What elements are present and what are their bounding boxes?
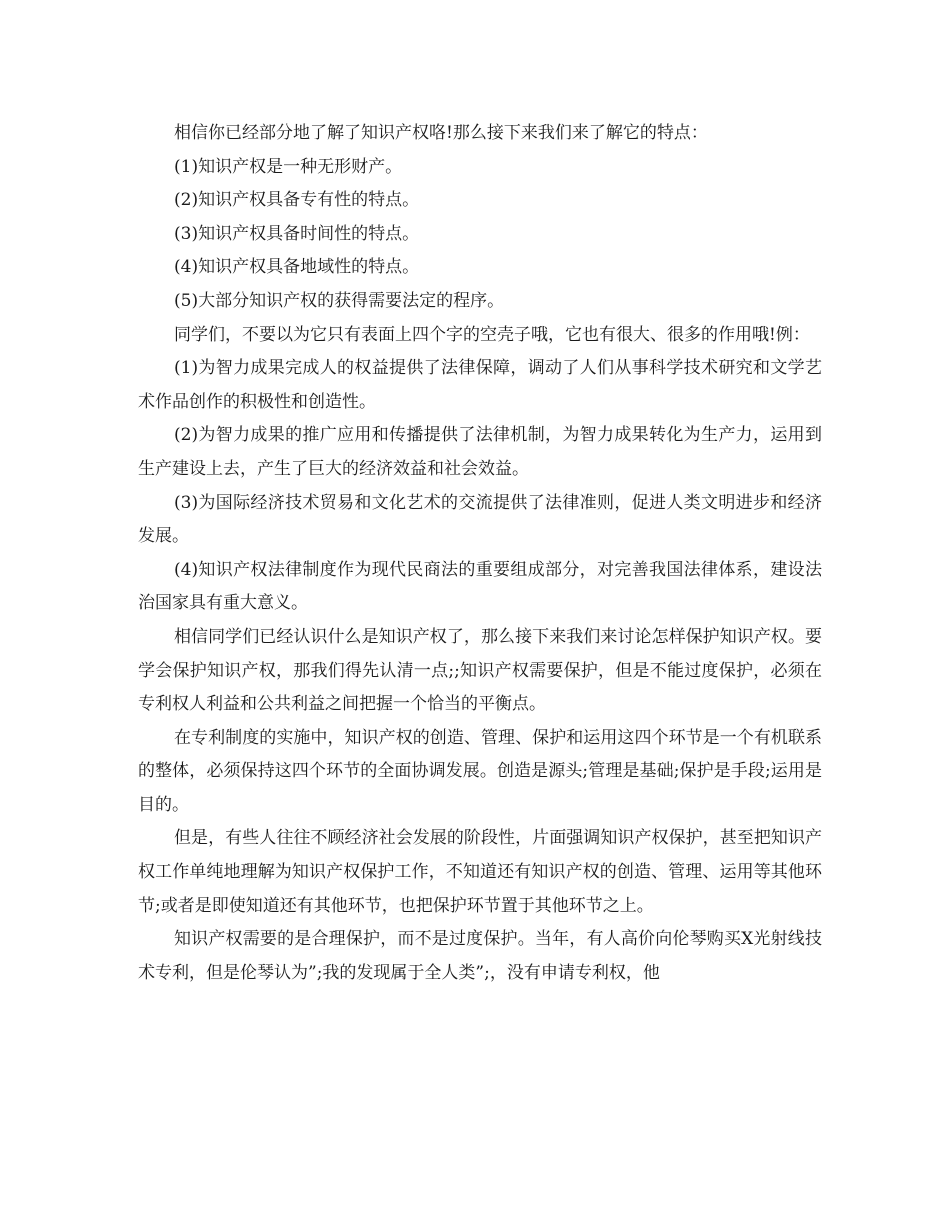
list-item-feature-2: (2)知识产权具备专有性的特点。: [174, 190, 420, 211]
paragraph-protection: 相信同学们已经认识什么是知识产权了，那么接下来我们来讨论怎样保护知识产权。要学会保护知识产权，那我们得先认清一点;;知识产权需要保护，但是不能过度保护，必须在专利权人利益和公共利益之间把握一个恰当的平衡点。: [138, 626, 822, 715]
list-item-feature-4: (4)知识产权具备地域性的特点。: [174, 257, 420, 278]
list-item-function-2: (2)为智力成果的推广应用和传播提供了法律机制，为智力成果转化为生产力，运用到生产建设上去，产生了巨大的经济效益和社会效益。: [138, 425, 822, 479]
paragraph-reasonable-protection: 知识产权需要的是合理保护，而不是过度保护。当年，有人高价向伦琴购买X光射线技术专利，但是伦琴认为”;我的发现属于全人类”;，没有申请专利权，他: [138, 929, 822, 983]
list-item-function-1: (1)为智力成果完成人的权益提供了法律保障，调动了人们从事科学技术研究和文学艺术作品创作的积极性和创造性。: [138, 358, 822, 412]
list-item-feature-3: (3)知识产权具备时间性的特点。: [174, 223, 420, 244]
document-body: [138, 117, 822, 990]
paragraph-functions-intro: 同学们，不要以为它只有表面上四个字的空壳子哦，它也有很大、很多的作用哦!例：: [174, 324, 810, 345]
list-item-function-3: (3)为国际经济技术贸易和文化艺术的交流提供了法律准则，促进人类文明进步和经济发展。: [138, 492, 822, 547]
list-item-function-4: (4)知识产权法律制度作为现代民商法的重要组成部分，对完善我国法律体系，建设法治国家具有重大意义。: [138, 559, 822, 614]
list-item-feature-1: (1)知识产权是一种无形财产。: [174, 156, 403, 177]
paragraph-patent-system: 在专利制度的实施中，知识产权的创造、管理、保护和运用这四个环节是一个有机联系的整体，必须保持这四个环节的全面协调发展。创造是源头;管理是基础;保护是手段;运用是目的。: [138, 727, 822, 815]
paragraph-intro: 相信你已经部分地了解了知识产权咯!那么接下来我们来了解它的特点：: [174, 123, 708, 143]
list-item-feature-5: (5)大部分知识产权的获得需要法定的程序。: [174, 290, 505, 311]
paragraph-however: 但是，有些人往往不顾经济社会发展的阶段性，片面强调知识产权保护，甚至把知识产权工作单纯地理解为知识产权保护工作，不知道还有知识产权的创造、管理、运用等其他环节;或者是即使知道还有其他环节，也把保护环节置于其他环节之上。: [138, 828, 822, 916]
